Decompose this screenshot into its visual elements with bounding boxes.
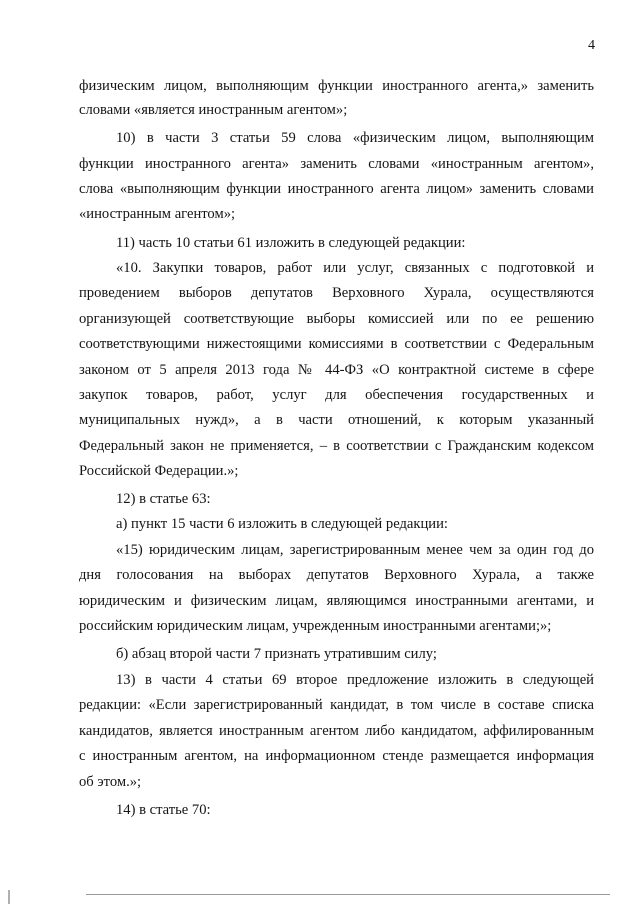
- text-line: «15) юридическим лицам, зарегистрированным менее чем за один год до: [116, 542, 594, 558]
- text-line: 11) часть 10 статьи 61 изложить в следующей редакции:: [116, 235, 466, 251]
- text-line: б) абзац второй части 7 признать утратившим силу;: [116, 646, 437, 662]
- text-line: российским юридическим лицам, учрежденным иностранными агентами;»;: [79, 618, 552, 634]
- text-line: «иностранным агентом»;: [79, 206, 236, 222]
- text-line: 12) в статье 63:: [116, 491, 211, 507]
- text-line: муниципальных нужд», а в части отношений, к которым указанный: [79, 412, 594, 428]
- text-line: Федеральный закон не применяется, – в соответствии с Гражданским кодексом: [79, 438, 594, 454]
- text-line: кандидатов, является иностранным агентом либо кандидатом, аффилированным: [79, 723, 594, 739]
- text-line: Российской Федерации.»;: [79, 463, 239, 479]
- text-line: а) пункт 15 части 6 изложить в следующей редакции:: [116, 516, 448, 532]
- page-number: 4: [588, 38, 595, 53]
- text-line: юридическим и физическим лицам, являющимся иностранными агентами, и: [79, 593, 594, 609]
- text-line: законом от 5 апреля 2013 года № 44-ФЗ «О контрактной системе в сфере: [79, 362, 594, 378]
- text-line: проведением выборов депутатов Верховного Хурала, осуществляются: [79, 285, 594, 301]
- text-line: словами «является иностранным агентом»;: [79, 102, 348, 118]
- text-line: дня голосования на выборах депутатов Верховного Хурала, а также: [79, 567, 594, 583]
- text-line: 13) в части 4 статьи 69 второе предложение изложить в следующей: [116, 672, 594, 688]
- text-line: физическим лицом, выполняющим функции иностранного агента,» заменить: [79, 78, 594, 94]
- text-line: «10. Закупки товаров, работ или услуг, связанных с подготовкой и: [116, 260, 594, 276]
- text-line: слова «выполняющим функции иностранного агента лицом» заменить словами: [79, 181, 594, 197]
- text-line: соответствующими нижестоящими комиссиями в соответствии с Федеральным: [79, 336, 594, 352]
- page-edge-line: [86, 894, 610, 895]
- text-line: редакции: «Если зарегистрированный кандидат, в том числе в составе списка: [79, 697, 594, 713]
- text-line: функции иностранного агента» заменить словами «иностранным агентом»,: [79, 156, 594, 172]
- text-line: об этом.»;: [79, 774, 142, 790]
- text-line: закупок товаров, работ, услуг для обеспечения государственных и: [79, 387, 594, 403]
- text-line: 14) в статье 70:: [116, 802, 211, 818]
- text-line: организующей соответствующие выборы комиссией или по ее решению: [79, 311, 594, 327]
- page-edge-mark: [8, 890, 10, 904]
- text-line: 10) в части 3 статьи 59 слова «физическим лицом, выполняющим: [116, 130, 594, 146]
- text-line: с иностранным агентом, на информационном стенде размещается информация: [79, 748, 594, 764]
